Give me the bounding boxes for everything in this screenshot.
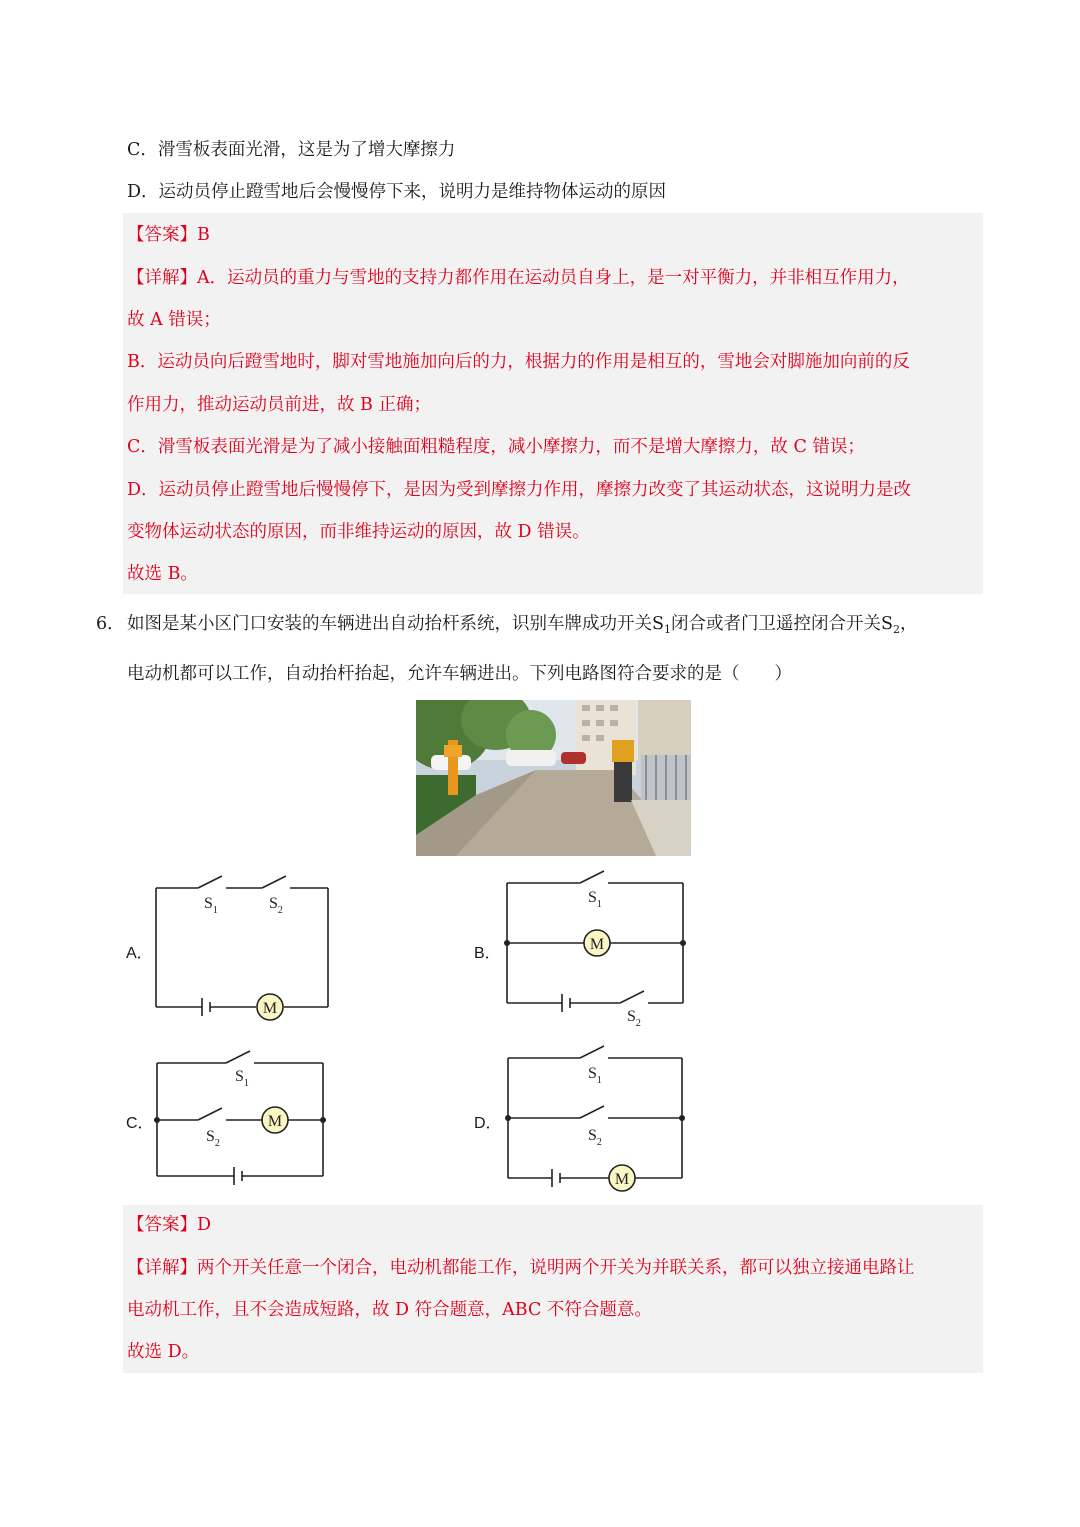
q6-detail-line-2: 电动机工作，且不会造成短路，故 D 符合题意，ABC 不符合题意。 <box>127 1300 652 1320</box>
q6-stem-part-c: ， <box>900 614 918 634</box>
q5-detail-line-6: D．运动员停止蹬雪地后慢慢停下，是因为受到摩擦力作用，摩擦力改变了其运动状态，这说明力是改 <box>127 480 912 500</box>
switch-label-s1: $S_1$ <box>588 889 602 910</box>
q6-detail-line-1: 【详解】两个开关任意一个闭合，电动机都能工作，说明两个开关为并联关系，都可以独立接通电路让 <box>127 1258 915 1278</box>
circuit-b <box>500 865 690 1035</box>
q6-conclusion: 故选 D。 <box>127 1342 200 1362</box>
q6-stem-line-1 <box>127 612 918 642</box>
q5-option-c: C．滑雪板表面光滑，这是为了增大摩擦力 <box>127 140 456 160</box>
junction-dot-left <box>154 1117 160 1123</box>
circuit-c <box>150 1045 335 1195</box>
switch-label-s2: $S_2$ <box>588 1127 602 1148</box>
option-b-label: B． <box>474 945 501 962</box>
q6-stem-part-b: 闭合或者门卫遥控闭合开关 <box>671 614 881 634</box>
switch-label-s2: $S_2$ <box>206 1128 220 1149</box>
junction-dot-left <box>505 1115 511 1121</box>
gate-barrier-photo <box>416 700 691 856</box>
q6-answer-box <box>123 1205 983 1373</box>
motor-label: M <box>267 1113 283 1130</box>
q5-detail-line-3: B．运动员向后蹬雪地时，脚对雪地施加向后的力，根据力的作用是相互的，雪地会对脚施加向前的反 <box>127 352 910 372</box>
junction-dot-right <box>320 1117 326 1123</box>
switch-label-s2: $S_2$ <box>627 1008 641 1029</box>
q5-conclusion: 故选 B。 <box>127 564 198 584</box>
option-c-label: C． <box>126 1115 154 1132</box>
junction-dot-right <box>679 1115 685 1121</box>
q6-number: 6． <box>96 614 125 634</box>
junction-dot-left <box>504 940 510 946</box>
motor-label: M <box>262 1000 278 1017</box>
switch-symbol-s1: $S_1$ <box>652 614 671 636</box>
motor-label: M <box>614 1171 630 1188</box>
q5-detail-line-7: 变物体运动状态的原因，而非维持运动的原因，故 D 错误。 <box>127 522 590 542</box>
option-a-label: A． <box>126 945 153 962</box>
q5-detail-line-1: 【详解】A．运动员的重力与雪地的支持力都作用在运动员自身上，是一对平衡力，并非相互作用力， <box>127 268 910 288</box>
q5-option-d: D．运动员停止蹬雪地后会慢慢停下来，说明力是维持物体运动的原因 <box>127 182 667 202</box>
q5-answer: 【答案】B <box>127 225 210 245</box>
q5-detail-line-5: C．滑雪板表面光滑是为了减小接触面粗糙程度，减小摩擦力，而不是增大摩擦力，故 C 错误； <box>127 437 865 457</box>
junction-dot-right <box>680 940 686 946</box>
switch-symbol-s2: $S_2$ <box>881 614 900 636</box>
q6-stem-line-2: 电动机都可以工作，自动抬杆抬起，允许车辆进出。下列电路图符合要求的是（ ） <box>127 664 792 684</box>
switch-label-s1: $S_1$ <box>235 1068 249 1089</box>
circuit-d <box>500 1040 690 1195</box>
q6-answer: 【答案】D <box>127 1215 212 1235</box>
q5-detail-line-4: 作用力，推动运动员前进，故 B 正确； <box>127 395 431 415</box>
option-d-label: D． <box>474 1115 502 1132</box>
switch-label-s2: $S_2$ <box>269 895 283 916</box>
motor-label: M <box>589 936 605 953</box>
q6-stem-part-a: 如图是某小区门口安装的车辆进出自动抬杆系统，识别车牌成功开关 <box>127 614 652 634</box>
switch-label-s1: $S_1$ <box>588 1065 602 1086</box>
q5-detail-line-2: 故 A 错误； <box>127 310 221 330</box>
circuit-a <box>150 868 335 1018</box>
switch-label-s1: $S_1$ <box>204 895 218 916</box>
